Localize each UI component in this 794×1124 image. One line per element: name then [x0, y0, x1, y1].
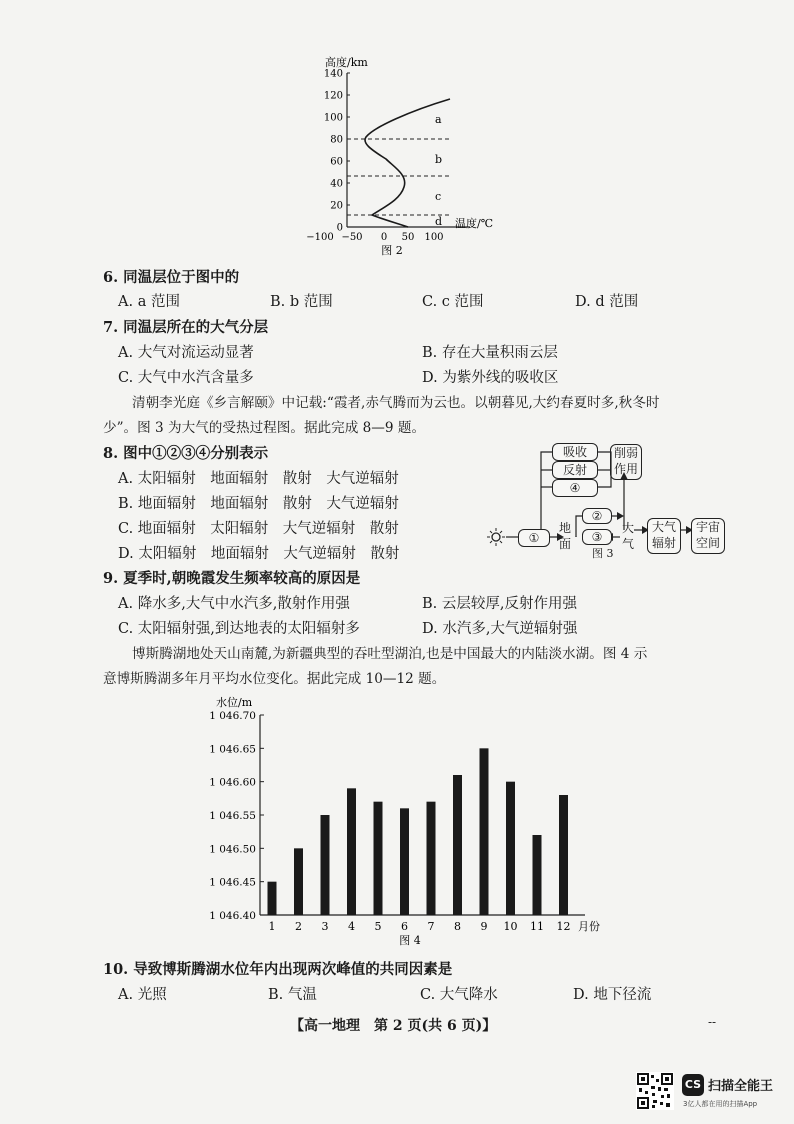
fig2-y-tick-label: 40 [330, 178, 343, 190]
fig3-atm-rad-2: 辐射 [651, 536, 676, 550]
fig2-label-d: d [435, 215, 443, 228]
fig4-bar-month-9 [480, 748, 489, 915]
fig4-bar-month-4 [347, 788, 356, 915]
footer-dash: -- [708, 1015, 717, 1029]
fig4-x-tick-label: 4 [348, 920, 355, 933]
fig3-ground-label [558, 520, 572, 552]
scanner-subtitle: 3亿人都在用的扫描App [683, 1100, 758, 1108]
fig2-y-tick-label: 100 [323, 112, 343, 124]
fig3-weaken-line-2: 作用 [613, 462, 638, 476]
fig4-x-tick-label: 3 [321, 920, 329, 933]
fig2-label-a: a [435, 113, 442, 126]
q7-option-c: C. 大气中水汽含量多 [118, 370, 254, 386]
fig4-bar-month-11 [533, 835, 542, 915]
fig4-y-tick-label: 1 046.40 [209, 910, 256, 922]
q9-option-b: B. 云层较厚,反射作用强 [422, 596, 577, 612]
figure-2-temperature-profile [300, 55, 500, 260]
fig2-x-tick-label: −100 [306, 232, 334, 243]
fig4-bar-month-2 [294, 848, 303, 915]
fig3-box-absorb: 吸收 [552, 443, 598, 461]
q10-option-c: C. 大气降水 [420, 987, 498, 1003]
passage-2-line-1: 博斯腾湖地处天山南麓,为新疆典型的吞吐型湖泊,也是中国最大的内陆淡水湖。图 4 示 [132, 646, 648, 662]
fig2-y-tick-label: 60 [330, 156, 343, 168]
fig3-box-reflect: 反射 [552, 461, 598, 479]
fig4-bar-month-5 [374, 802, 383, 915]
q6-option-d: D. d 范围 [575, 294, 639, 310]
q8-option-b: B. 地面辐射 地面辐射 散射 大气逆辐射 [118, 496, 399, 512]
q8-option-d: D. 太阳辐射 地面辐射 大气逆辐射 散射 [118, 546, 400, 562]
fig4-y-tick-label: 1 046.50 [209, 843, 256, 856]
q8-option-a: A. 太阳辐射 地面辐射 散射 大气逆辐射 [118, 471, 399, 487]
passage-1-line-2: 少”。图 3 为大气的受热过程图。据此完成 8—9 题。 [103, 420, 426, 436]
fig4-bar-month-8 [453, 775, 462, 915]
fig4-bar-month-10 [506, 782, 515, 915]
fig3-caption: 图 3 [592, 547, 614, 560]
fig3-space-2: 空间 [695, 536, 720, 550]
qr-code-icon [636, 1072, 674, 1110]
fig4-y-tick-label: 1 046.70 [209, 710, 256, 722]
passage-1-line-1: 清朝李光庭《乡言解颐》中记载:“霞者,赤气腾而为云也。以朝暮见,大约春夏时多,秋冬时 [132, 395, 660, 411]
fig2-y-tick-label: 0 [336, 222, 343, 234]
fig4-bar-month-12 [559, 795, 568, 915]
fig4-y-axis-label: 水位/m [216, 696, 253, 709]
fig4-x-tick-label: 6 [401, 920, 408, 933]
fig2-x-tick-label: 0 [380, 232, 388, 243]
fig4-bar-month-6 [400, 808, 409, 915]
q6-option-c: C. c 范围 [422, 294, 484, 310]
camscanner-logo: CS [682, 1074, 704, 1096]
fig4-x-tick-label: 10 [503, 920, 518, 933]
fig4-bar-month-3 [321, 815, 330, 915]
q7-option-b: B. 存在大量积雨云层 [422, 345, 558, 361]
q8-option-c: C. 地面辐射 太阳辐射 大气逆辐射 散射 [118, 521, 399, 537]
fig3-box-weaken [610, 444, 642, 480]
fig2-x-axis-label: 温度/℃ [455, 217, 494, 230]
fig4-y-tick-label: 1 046.55 [209, 810, 256, 822]
fig2-label-c: c [435, 190, 442, 203]
fig4-x-axis-label: 月份 [578, 920, 600, 933]
fig2-x-tick-label: −50 [341, 232, 363, 243]
scanner-title: 扫描全能王 [708, 1079, 774, 1094]
fig4-y-tick-label: 1 046.65 [209, 743, 256, 756]
fig4-x-tick-label: 12 [556, 920, 571, 933]
fig4-x-tick-label: 8 [454, 920, 461, 933]
fig2-y-tick-label: 140 [323, 68, 343, 80]
fig2-y-tick-label: 20 [330, 200, 343, 212]
q8-stem: 8. 图中①②③④分别表示 [103, 445, 269, 462]
fig4-caption: 图 4 [399, 934, 421, 947]
fig4-x-tick-label: 1 [268, 920, 276, 933]
fig2-x-tick-label: 50 [401, 232, 415, 243]
q6-stem: 6. 同温层位于图中的 [103, 269, 240, 286]
fig3-weaken-line-1: 削弱 [613, 446, 638, 460]
fig4-x-tick-label: 11 [530, 920, 544, 933]
q7-stem: 7. 同温层所在的大气分层 [103, 319, 269, 336]
q7-option-a: A. 大气对流运动显著 [118, 345, 254, 361]
q10-option-b: B. 气温 [268, 987, 317, 1003]
fig3-atmos-1: 大 [621, 521, 634, 535]
fig3-atm-rad-1: 大气 [651, 520, 676, 534]
fig4-y-tick-label: 1 046.45 [209, 876, 256, 889]
fig3-ground-1: 地 [558, 521, 571, 535]
fig4-x-tick-label: 2 [295, 920, 302, 933]
q9-option-d: D. 水汽多,大气逆辐射强 [422, 621, 578, 637]
sun-icon [487, 528, 505, 546]
fig2-y-axis-label: 高度/km [325, 56, 368, 69]
q6-option-b: B. b 范围 [270, 294, 333, 310]
fig3-atmos-2: 气 [621, 537, 634, 551]
fig4-y-tick-label: 1 046.60 [209, 776, 256, 789]
fig2-y-tick-label: 120 [323, 90, 343, 102]
fig3-ground-2: 面 [558, 537, 571, 551]
fig4-bar-month-7 [427, 802, 436, 915]
fig2-caption: 图 2 [381, 244, 403, 257]
passage-2-line-2: 意博斯腾湖多年月平均水位变化。据此完成 10—12 题。 [103, 671, 446, 687]
q9-option-c: C. 太阳辐射强,到达地表的太阳辐射多 [118, 621, 360, 637]
q10-option-d: D. 地下径流 [573, 987, 652, 1003]
fig2-label-b: b [435, 153, 443, 166]
fig3-box-space [691, 518, 725, 554]
fig3-box-3: ③ [582, 529, 612, 545]
q9-option-a: A. 降水多,大气中水汽多,散射作用强 [118, 596, 350, 612]
fig3-box-1: ① [518, 529, 550, 547]
fig4-bar-month-1 [268, 882, 277, 915]
fig4-x-tick-label: 7 [427, 920, 435, 933]
q9-stem: 9. 夏季时,朝晚霞发生频率较高的原因是 [103, 570, 361, 587]
q6-option-a: A. a 范围 [118, 294, 180, 310]
fig3-box-2: ② [582, 508, 612, 524]
fig3-box-4: ④ [552, 479, 598, 497]
fig2-y-tick-label: 80 [330, 134, 343, 146]
figure-3-heating-process [486, 440, 720, 565]
fig4-x-tick-label: 5 [374, 920, 382, 933]
fig3-space-1: 宇宙 [695, 520, 720, 534]
figure-4-water-level-chart [200, 693, 620, 953]
q10-option-a: A. 光照 [118, 987, 167, 1003]
fig4-x-tick-label: 9 [480, 920, 488, 933]
fig3-atmosphere-label [621, 520, 635, 552]
fig3-box-atmospheric-radiation [647, 518, 681, 554]
q10-stem: 10. 导致博斯腾湖水位年内出现两次峰值的共同因素是 [103, 961, 453, 978]
q7-option-d: D. 为紫外线的吸收区 [422, 370, 559, 386]
fig2-x-tick-label: 100 [424, 232, 444, 243]
page-footer: 【高一地理 第 2 页(共 6 页)】 [290, 1018, 497, 1034]
